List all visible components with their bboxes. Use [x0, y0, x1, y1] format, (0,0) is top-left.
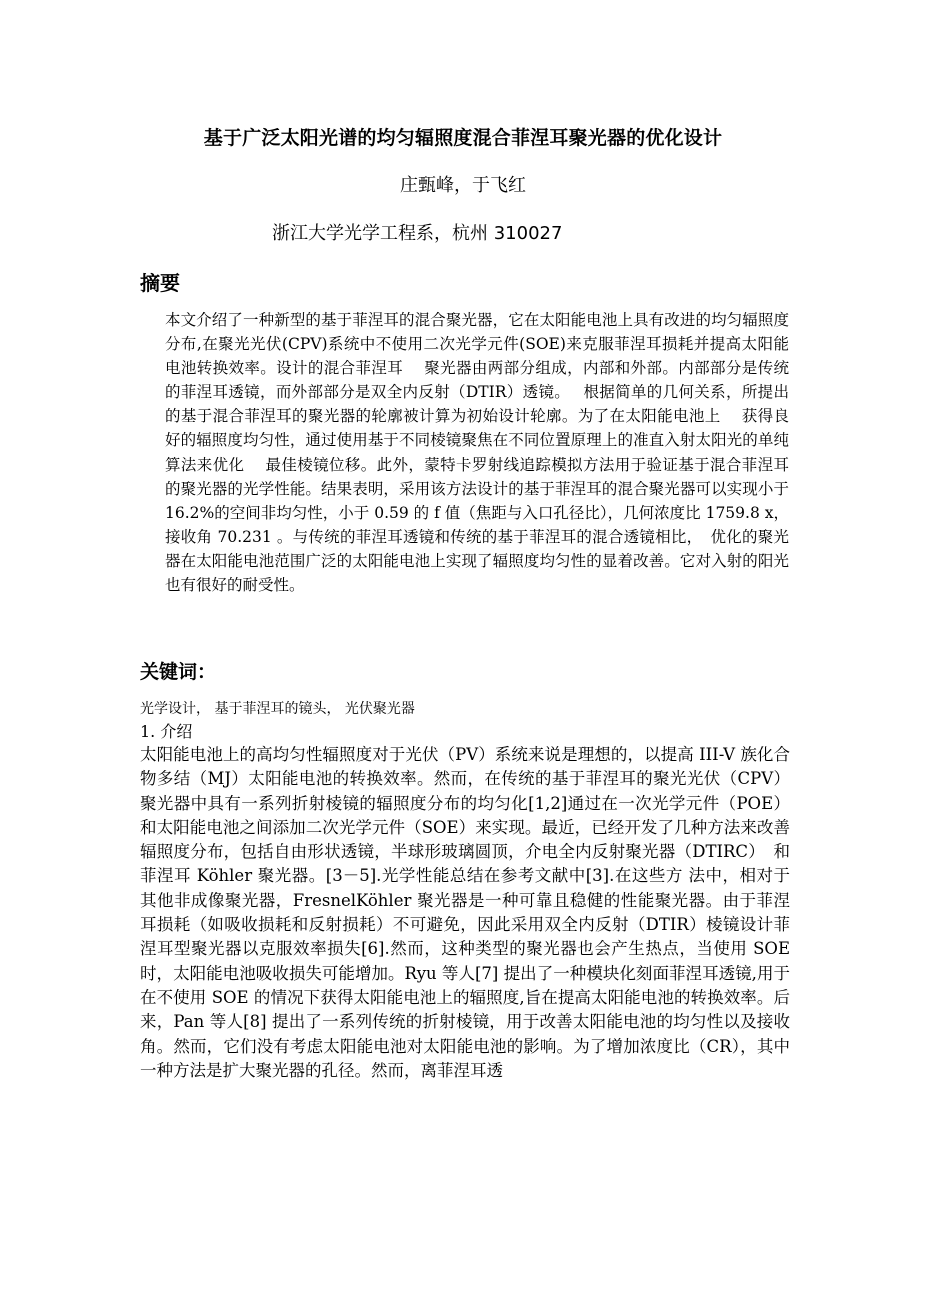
paper-title: 基于广泛太阳光谱的均匀辐照度混合菲涅耳聚光器的优化设计 — [203, 127, 723, 149]
keywords-heading: 关键词： — [140, 661, 217, 683]
introduction-body: 太阳能电池上的高均匀性辐照度对于光伏（PV）系统来说是理想的，以提高 III-V 族化合物多结（MJ）太阳能电池的转换效率。然而，在传统的基于菲涅耳的聚光光伏（CPV）聚光器中具有一系列折射棱镜的辐照度分布的均匀化[1,2]通过在一次光学元件（POE）和太阳能电池之间添加二次光学元件（SOE）来实现。最近，已经开发了几种方法来改善辐照度分布，包括自由形状透镜，半球形玻璃圆顶，介电全内反射聚光器（DTIRC） 和菲涅耳 Köhler 聚光器。[3－5].光学性能总结在参考文献中[3].在这些方 法中，相对于其他非成像聚光器，FresnelKöhler 聚光器是一种可靠且稳健的性能聚光器。由于菲涅耳损耗（如吸收损耗和反射损耗）不可避免，因此采用双全内反射（DTIR）棱镜设计菲涅耳型聚光器以克服效率损失[6].然而，这种类型的聚光器也会产生热点，当使用 SOE 时，太阳能电池吸收损失可能增加。Ryu 等人[7] 提出了一种模块化刻面菲涅耳透镜,用于在不使用 SOE 的情况下获得太阳能电池上的辐照度,旨在提高太阳能电池的转换效率。后来，Pan 等人[8] 提出了一系列传统的折射棱镜，用于改善太阳能电池的均匀性以及接收角。然而，它们没有考虑太阳能电池对太阳能电池的影响。为了增加浓度比（CR），其中一种方法是扩大聚光器的孔径。然而，离菲涅耳透 — [140, 745, 790, 1080]
paper-authors: 庄甄峰，于飞红 — [400, 175, 526, 196]
keywords-body: 光学设计， 基于菲涅耳的镜头， 光伏聚光器 — [140, 701, 415, 717]
introduction-heading: 1. 介绍 — [140, 722, 193, 741]
paper-affiliation: 浙江大学光学工程系，杭州 310027 — [272, 223, 563, 244]
abstract-heading: 摘要 — [140, 271, 180, 295]
abstract-body: 本文介绍了一种新型的基于菲涅耳的混合聚光器，它在太阳能电池上具有改进的均匀辐照度分布,在聚光光伏(CPV)系统中不使用二次光学元件(SOE)来克服菲涅耳损耗并提高太阳能电池转换效率。设计的混合菲涅耳 聚光器由两部分组成，内部和外部。内部部分是传统的菲涅耳透镜，而外部部分是双全内反射（DTIR）透镜。 根据简单的几何关系，所提出的基于混合菲涅耳的聚光器的轮廓被计算为初始设计轮廓。为了在太阳能电池上 获得良好的辐照度均匀性，通过使用基于不同棱镜聚焦在不同位置原理上的准直入射太阳光的单纯算法来优化 最佳棱镜位移。此外，蒙特卡罗射线追踪模拟方法用于验证基于混合菲涅耳的聚光器的光学性能。结果表明，采用该方法设计的基于菲涅耳的混合聚光器可以实现小于 16.2%的空间非均匀性，小于 0.59 的 f 值（焦距与入口孔径比），几何浓度比 1759.8 x，接收角 70.231 。与传统的菲涅耳透镜和传统的基于菲涅耳的混合透镜相比， 优化的聚光器在太阳能电池范围广泛的太阳能电池上实现了辐照度均匀性的显着改善。它对入射的阳光也有很好的耐受性。 — [165, 311, 789, 595]
